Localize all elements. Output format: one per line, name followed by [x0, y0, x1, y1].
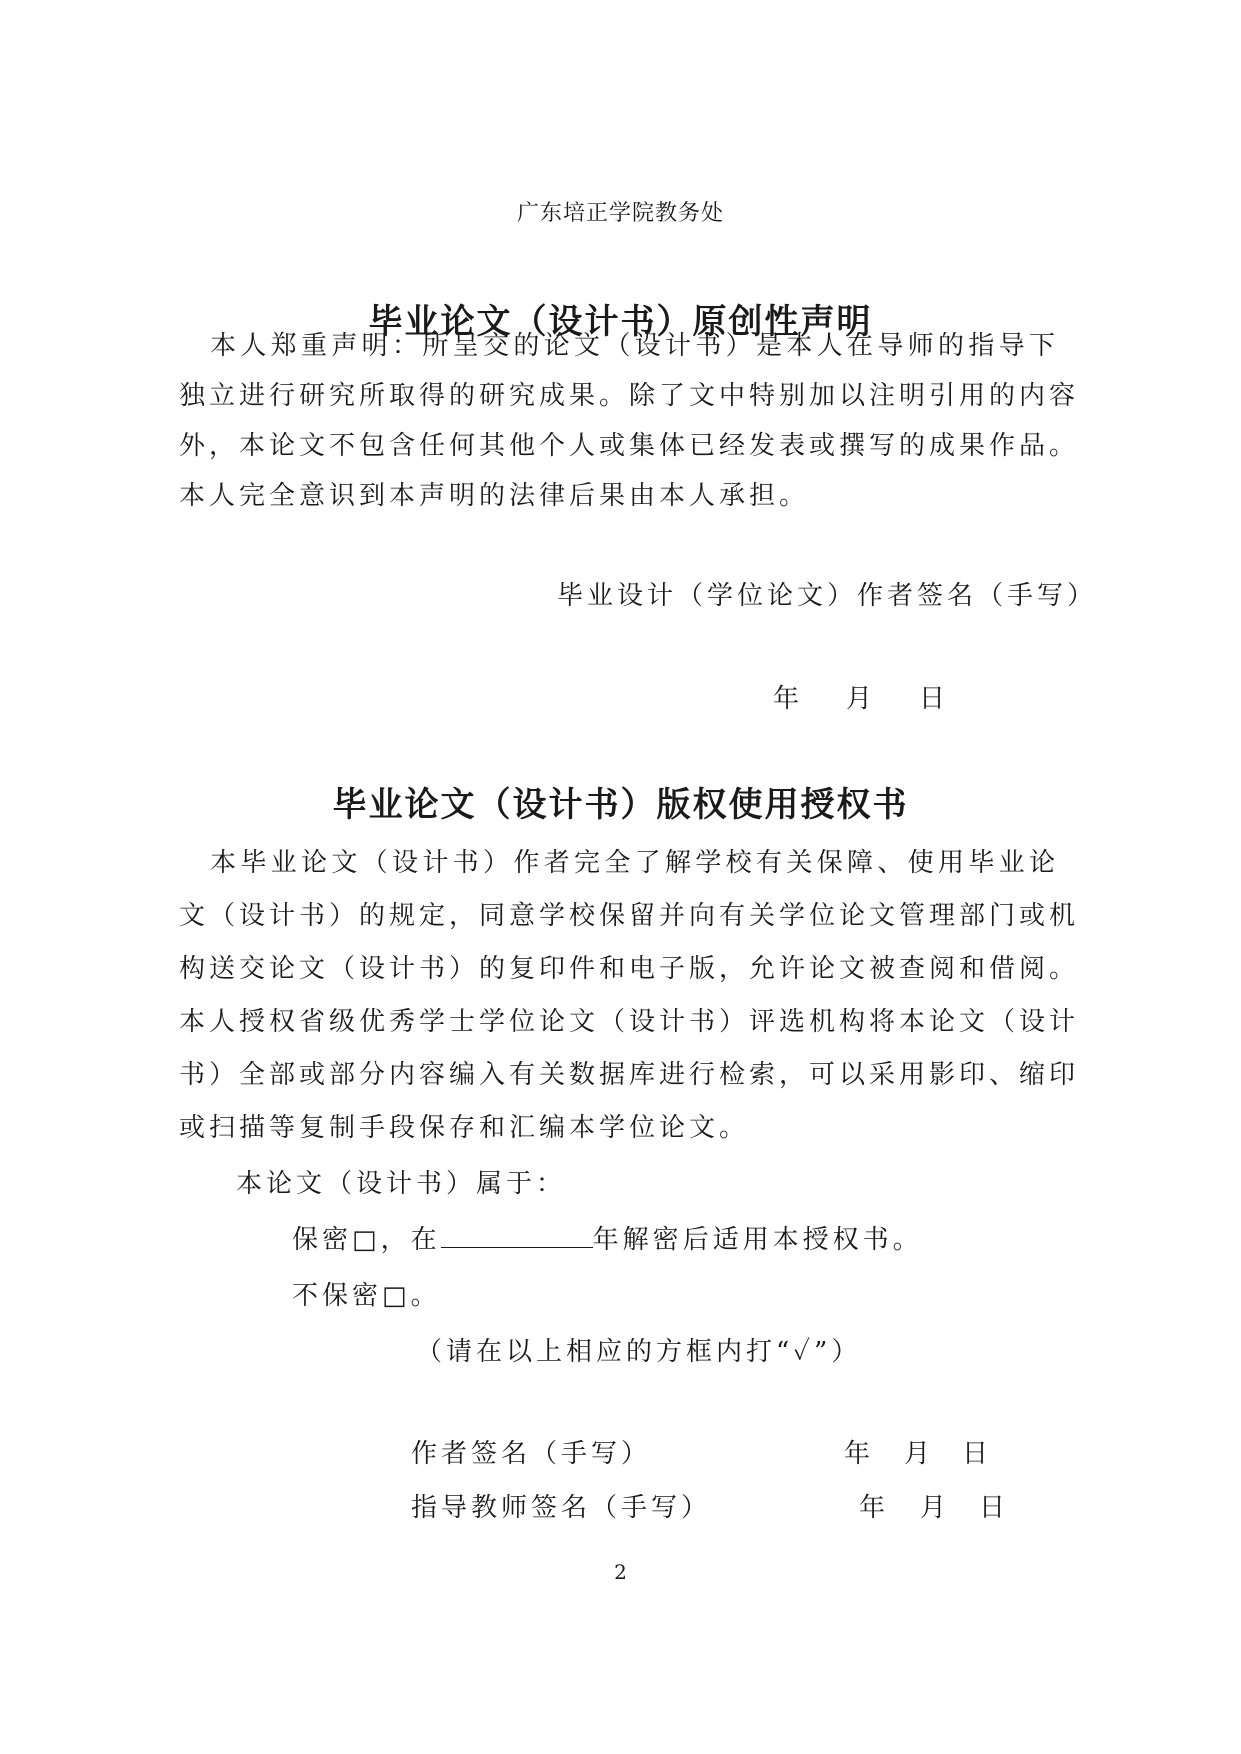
- authorization-line-6: 或扫描等复制手段保存和汇编本学位论文。: [179, 1113, 750, 1143]
- declaration-title: 毕业论文（设计书）原创性声明: [368, 302, 873, 342]
- author-date-month: 月: [904, 1439, 935, 1469]
- declaration-date-month: 月: [846, 684, 877, 714]
- declaration-line-2: 独立进行研究所取得的研究成果。除了文中特别加以注明引用的内容: [179, 381, 1080, 411]
- advisor-date-year: 年: [859, 1493, 890, 1523]
- checkbox-instruction: （请在以上相应的方框内打“✓”）: [416, 1337, 862, 1367]
- declaration-line-4: 本人完全意识到本声明的法律后果由本人承担。: [179, 481, 810, 511]
- authorization-title: 毕业论文（设计书）版权使用授权书: [332, 785, 909, 825]
- option-secret-suffix: 年解密后适用本授权书。: [592, 1225, 923, 1255]
- declaration-line-3: 外，本论文不包含任何其他个人或集体已经发表或撰写的成果作品。: [179, 431, 1080, 461]
- declaration-date-day: 日: [919, 684, 950, 714]
- option-secret-prefix: 保密□，在: [292, 1225, 441, 1255]
- option-not-secret: 不保密□。: [292, 1281, 441, 1311]
- author-signature-label: 作者签名（手写）: [411, 1439, 652, 1469]
- declaration-signature-label: 毕业设计（学位论文）作者签名（手写）: [557, 581, 1098, 611]
- declassify-year-blank[interactable]: [441, 1225, 593, 1248]
- advisor-date-day: 日: [979, 1493, 1010, 1523]
- institution-header: 广东培正学院教务处: [516, 201, 724, 226]
- declaration-line-1: 本人郑重声明：所呈交的论文（设计书）是本人在导师的指导下: [210, 331, 1059, 361]
- option-secret: [292, 1219, 923, 1256]
- page-number: 2: [614, 1560, 627, 1584]
- declaration-date-year: 年: [773, 684, 804, 714]
- authorization-line-5: 书）全部或部分内容编入有关数据库进行检索，可以采用影印、缩印: [179, 1060, 1080, 1090]
- advisor-signature-label: 指导教师签名（手写）: [411, 1493, 712, 1523]
- author-date-day: 日: [962, 1439, 993, 1469]
- authorization-line-2: 文（设计书）的规定，同意学校保留并向有关学位论文管理部门或机: [179, 901, 1080, 931]
- belongs-label: 本论文（设计书）属于：: [236, 1169, 567, 1199]
- advisor-date-month: 月: [920, 1493, 951, 1523]
- author-date-year: 年: [844, 1439, 875, 1469]
- authorization-line-4: 本人授权省级优秀学士学位论文（设计书）评选机构将本论文（设计: [179, 1007, 1080, 1037]
- authorization-line-3: 构送交论文（设计书）的复印件和电子版，允许论文被查阅和借阅。: [179, 954, 1080, 984]
- authorization-line-1: 本毕业论文（设计书）作者完全了解学校有关保障、使用毕业论: [210, 848, 1059, 878]
